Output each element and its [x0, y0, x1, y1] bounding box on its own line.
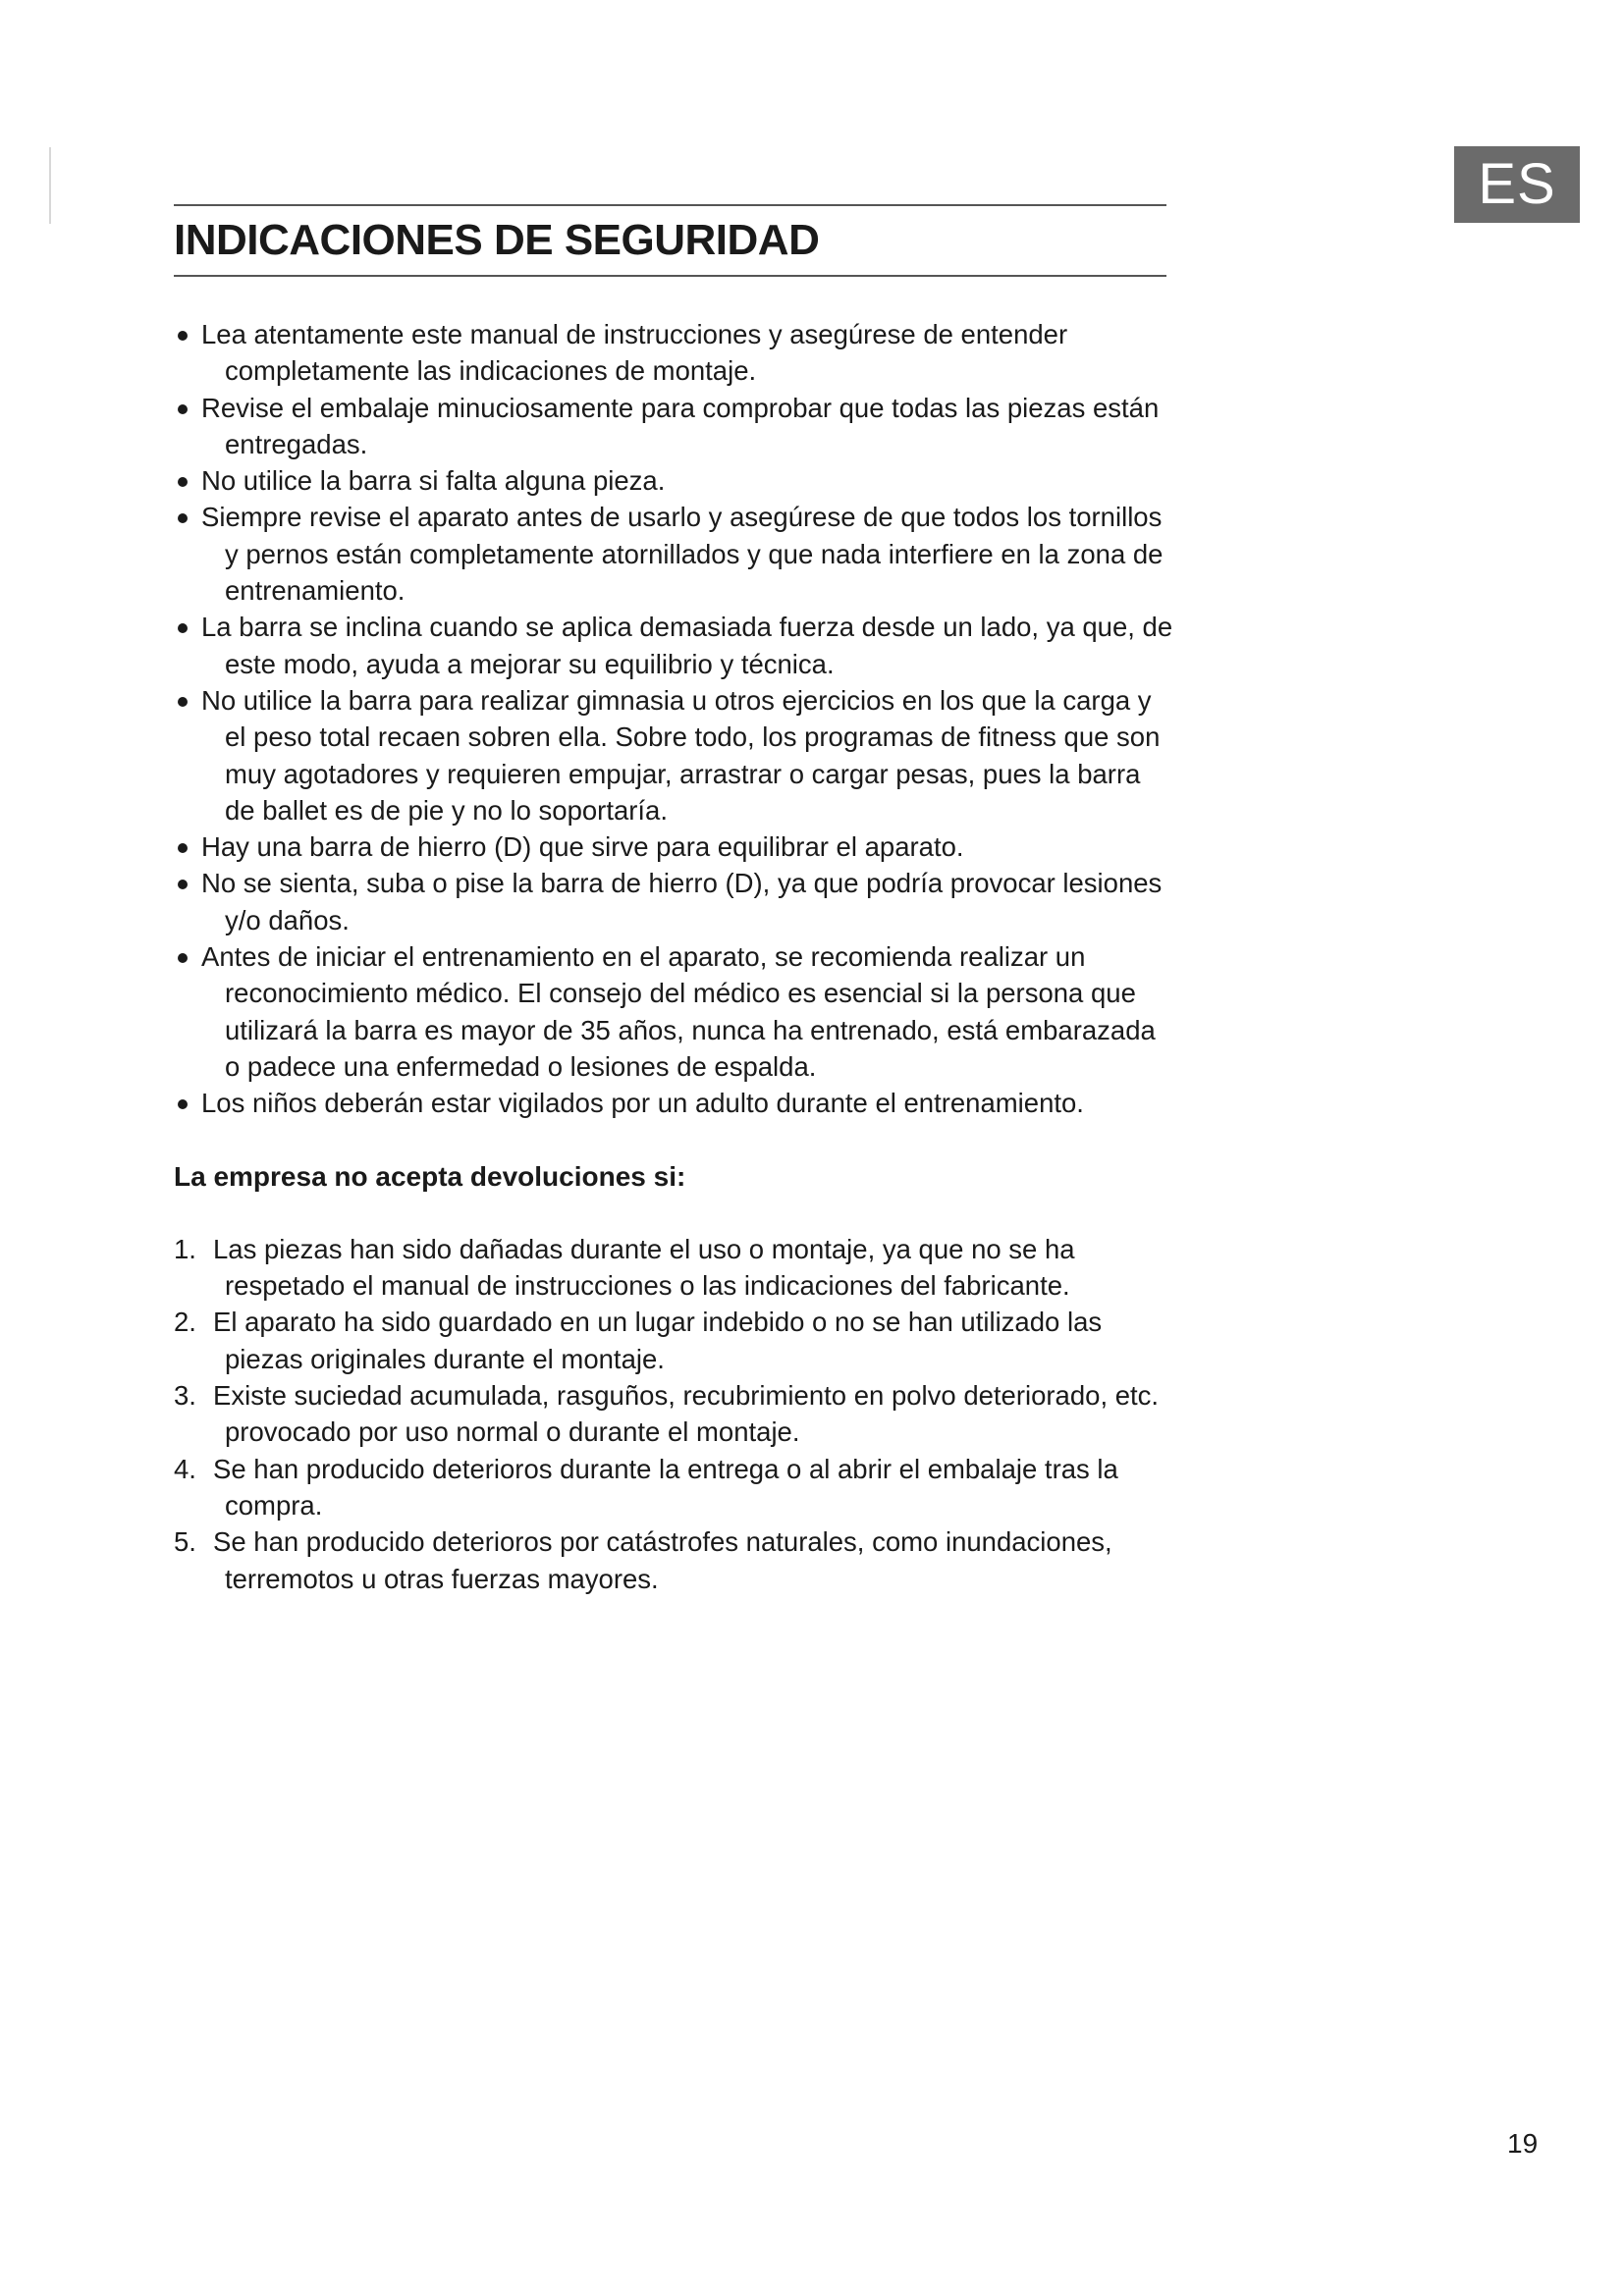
list-item: 4. Se han producido deterioros durante la entrega o al abrir el embalaje tras la compra. — [174, 1451, 1175, 1524]
list-item: Revise el embalaje minuciosamente para comprobar que todas las piezas están entregadas. — [174, 390, 1175, 463]
item-number: 3. — [174, 1380, 196, 1412]
list-item: 2. El aparato ha sido guardado en un lugar indebido o no se han utilizado las piezas originales durante el montaje. — [174, 1304, 1175, 1377]
list-item: Antes de iniciar el entrenamiento en el aparato, se recomienda realizar un reconocimiento médico. El consejo del médico es esencial si la persona que utilizará la barra es mayor de 35 años, nunca ha entrenado, está embarazada o padece una enfermedad o lesiones de espalda. — [174, 938, 1175, 1085]
margin-mark — [49, 147, 51, 224]
returns-heading: La empresa no acepta devoluciones si: — [174, 1160, 686, 1192]
safety-list — [174, 316, 1175, 1122]
page-number: 19 — [1507, 2128, 1539, 2159]
item-number: 1. — [174, 1233, 196, 1264]
list-item: No utilice la barra para realizar gimnasia u otros ejercicios en los que la carga y el peso total recaen sobren ella. Sobre todo, los programas de fitness que son muy agotadores y requieren empujar, arrastrar o cargar pesas, pues la barra de ballet es de pie y no lo soportaría. — [174, 682, 1175, 828]
language-badge: ES — [1454, 146, 1580, 223]
page-content — [174, 316, 1175, 1597]
list-item: Los niños deberán estar vigilados por un adulto durante el entrenamiento. — [174, 1085, 1175, 1121]
list-item: No utilice la barra si falta alguna pieza. — [174, 462, 1175, 499]
bullet-icon — [178, 843, 188, 853]
returns-list — [174, 1231, 1175, 1597]
bullet-icon — [178, 1099, 188, 1109]
list-item: No se sienta, suba o pise la barra de hierro (D), ya que podría provocar lesiones y/o daños. — [174, 865, 1175, 938]
bullet-icon — [178, 331, 188, 341]
list-item: 1. Las piezas han sido dañadas durante el uso o montaje, ya que no se ha respetado el manual de instrucciones o las indicaciones del fabricante. — [174, 1231, 1175, 1305]
title-block — [174, 204, 1166, 277]
bullet-icon — [178, 477, 188, 487]
item-number: 5. — [174, 1526, 196, 1558]
list-item: Hay una barra de hierro (D) que sirve para equilibrar el aparato. — [174, 828, 1175, 865]
bullet-icon — [178, 697, 188, 707]
item-number: 4. — [174, 1453, 196, 1484]
list-item: 5. Se han producido deterioros por catástrofes naturales, como inundaciones, terremotos u otras fuerzas mayores. — [174, 1523, 1175, 1597]
bullet-icon — [178, 880, 188, 889]
bullet-icon — [178, 513, 188, 523]
bullet-icon — [178, 953, 188, 963]
list-item: Siempre revise el aparato antes de usarlo y asegúrese de que todos los tornillos y pernos están completamente atornillados y que nada interfiere en la zona de entrenamiento. — [174, 499, 1175, 609]
list-item: La barra se inclina cuando se aplica demasiada fuerza desde un lado, ya que, de este modo, ayuda a mejorar su equilibrio y técnica. — [174, 609, 1175, 682]
list-item: Lea atentamente este manual de instrucciones y asegúrese de entender completamente las indicaciones de montaje. — [174, 316, 1175, 390]
list-item: 3. Existe suciedad acumulada, rasguños, recubrimiento en polvo deteriorado, etc. provocado por uso normal o durante el montaje. — [174, 1377, 1175, 1451]
page-title: INDICACIONES DE SEGURIDAD — [174, 216, 820, 264]
bullet-icon — [178, 404, 188, 414]
bullet-icon — [178, 623, 188, 633]
item-number: 2. — [174, 1307, 196, 1338]
